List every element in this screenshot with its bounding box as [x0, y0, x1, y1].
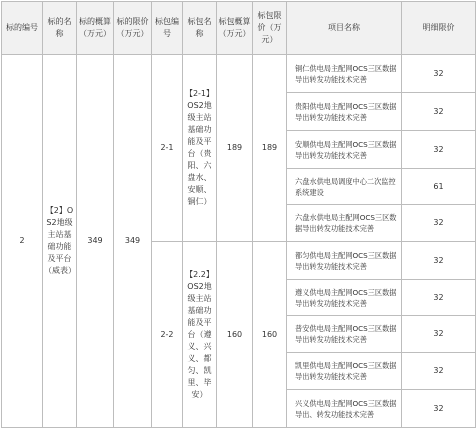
project-name: 六盘水供电局主配网OCS三区数据导出转发功能技术完善: [287, 205, 402, 242]
detail-price: 32: [402, 353, 476, 390]
detail-price: 32: [402, 131, 476, 169]
detail-price: 32: [402, 390, 476, 428]
table-row: [2, 55, 476, 93]
package-limit: 160: [253, 242, 287, 428]
header-package-limit: 标包限价（万元）: [253, 2, 287, 55]
header-lot-no: 标的编号: [2, 2, 43, 55]
package-limit: 189: [253, 55, 287, 242]
header-lot-budget: 标的概算（万元）: [77, 2, 114, 55]
detail-price: 32: [402, 93, 476, 131]
header-package-no: 标包编号: [152, 2, 183, 55]
detail-price: 32: [402, 242, 476, 280]
project-name: 铜仁供电局主配网OCS三区数据导出转发功能技术完善: [287, 55, 402, 93]
detail-price: 32: [402, 280, 476, 316]
header-project-name: 项目名称: [287, 2, 402, 55]
project-name: 安顺供电局主配网OCS三区数据导出转发功能技术完善: [287, 131, 402, 169]
project-name: 都匀供电局主配网OCS三区数据导出转发功能技术完善: [287, 242, 402, 280]
project-name: 普安供电局主配网OCS三区数据导出转发功能技术完善: [287, 316, 402, 353]
package-name: 【2.2】OS2地级主站基础功能及平台（遵义、兴义、都匀、凯里、毕安）: [183, 242, 217, 428]
lot-budget: 349: [77, 55, 114, 428]
project-name: 贵阳供电局主配网OCS三区数据导出转发功能技术完善: [287, 93, 402, 131]
package-budget: 189: [217, 55, 253, 242]
project-name: 六盘水供电局调度中心二次监控系统建设: [287, 169, 402, 205]
detail-price: 61: [402, 169, 476, 205]
header-package-name: 标包名称: [183, 2, 217, 55]
lot-limit: 349: [114, 55, 152, 428]
lot-name: 【2】OS2地级主站基础功能及平台（威表）: [43, 55, 77, 428]
package-budget: 160: [217, 242, 253, 428]
header-lot-limit: 标的限价（万元）: [114, 2, 152, 55]
project-name: 遵义供电局主配网OCS三区数据导出转发功能技术完善: [287, 280, 402, 316]
package-no: 2-1: [152, 55, 183, 242]
project-name: 凯里供电局主配网OCS三区数据导出转发功能技术完善: [287, 353, 402, 390]
detail-price: 32: [402, 316, 476, 353]
lot-no: 2: [2, 55, 43, 428]
header-lot-name: 标的名称: [43, 2, 77, 55]
detail-price: 32: [402, 55, 476, 93]
header-detail-price: 明细限价: [402, 2, 476, 55]
detail-price: 32: [402, 205, 476, 242]
header-row: [2, 2, 476, 55]
package-name: 【2-1】OS2地级主站基础功能及平台（贵阳、六盘水、安顺、铜仁）: [183, 55, 217, 242]
package-no: 2-2: [152, 242, 183, 428]
header-package-budget: 标包概算（万元）: [217, 2, 253, 55]
project-name: 兴义供电局主配网OCS三区数据导出、转发功能技术完善: [287, 390, 402, 428]
tender-table: [1, 1, 476, 428]
